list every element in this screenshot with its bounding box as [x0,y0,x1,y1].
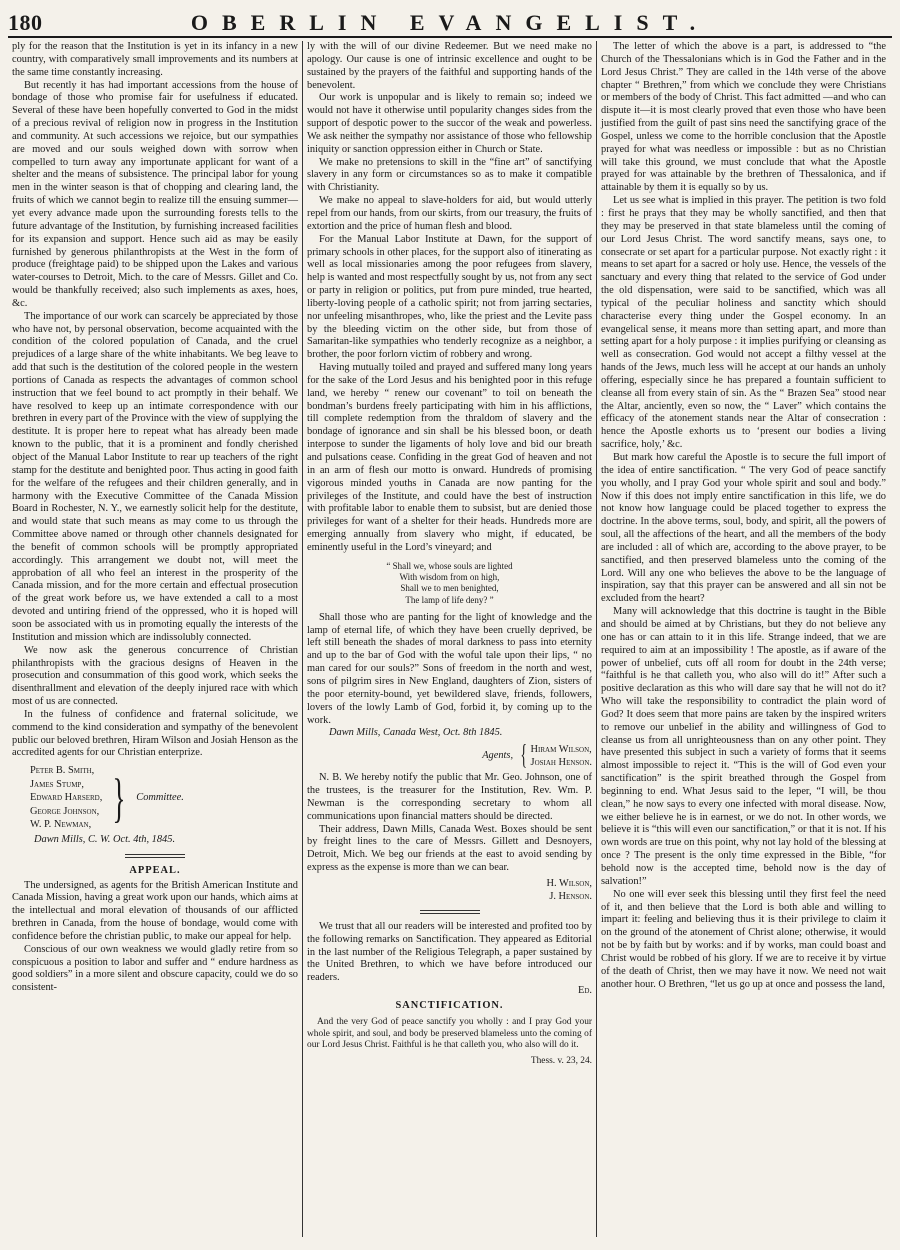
paragraph: We make no pretensions to skill in the “fine art” of sanctifying slavery in any form or circumstances so as to make it compatible with Christianity. [307,156,592,194]
poem-line: The lamp of life deny? ” [405,594,494,605]
paragraph: We trust that all our readers will be interested and profited too by the following remarks on Sanctification. They appeared as Editorial in the last number of the Religious Telegraph, a paper sustained by the United Brethren, to which we have before introduced our readers. [307,920,592,984]
paragraph: We now ask the generous concurrence of Christian philanthropists with the gracious designs of Heaven in the prosecution and consummation of this good work, which seeks the disenthrallment and elevation of the deeply injured race with which most of us are connected. [12,644,298,708]
committee-label: Committee. [136,791,184,803]
paragraph: No one will ever seek this blessing until they first feel the need of it, and then believe that the Lord is both able and willing to impart it: feeling and believing thus it is their privilege to claim it on the ground of the atonement of Christ alone; otherwise, it would not be by faith but by works: and if by works, man could boast and Christ would be robbed of his glory. If we are to receive it by virtue of the death of Christ, then we may have it now. We need not wait another hour. O Brethren, “let us go up at once and possess the land, [601,888,886,990]
column-1 [8,41,302,1237]
section-heading-sanctification: SANCTIFICATION. [395,1000,504,1011]
section-heading-appeal: APPEAL. [129,864,181,876]
running-title: OBERLIN EVANGELIST. [190,10,710,35]
committee-signatures [30,764,298,832]
scripture-epigraph: And the very God of peace sanctify you wholly : and I pray God your whole spirit, and soul, and body be preserved blameless unto the coming of our Lord Jesus Christ. Faithful is he that calleth you, who also will do it. [307,1016,592,1051]
section-divider [125,854,185,858]
section-divider [420,910,480,914]
paragraph: N. B. We hereby notify the public that Mr. Geo. Johnson, one of the trustees, is the treasurer for the Institution, Rev. Wm. P. Newman is the corresponding secretary to whom all communications upon financial matters should be directed. [307,772,592,822]
paragraph: The letter of which the above is a part, is addressed to “the Church of the Thessalonians which is in God the Father and in the Lord Jesus Christ.” They are called in the 14th verse of the above chapter “ Brethren,” from which we conclude they were Christians or members of the body of Christ. This fact admitted —and who can dispute it—it is most clearly proved that even those who have been justified from the guilt of past sins need the sanctifying grace of the Gospel, unless we come to the horrible conclusion that the Apostle prayed for what was needless or impossible : but as no Christian will take this ground, we must conclude that what the Apostle prayed for was attainable by the brethren of Thessalonica, and if attainable by them it is equally so by us. [601,41,886,194]
paragraph: Our work is unpopular and is likely to remain so; indeed we would not have it otherwise until popularity changes sides from the support of despotic power to the succor of the weak and powerless. We ask neither the sympathy nor assistance of those who fellowship iniquity or sanction oppression either in Church or State. [307,92,592,155]
paragraph: But recently it has had important accessions from the house of bondage of those who promise fair for usefulness if educated. Several of these have been hopefully converted to God in the midst of a precious revival of religion now in progress in the Institution and community. At such accessions we rejoice, but our sympathies are moved and our souls weighed down with sorrow when compelled to turn away any importunate applicant for want of a shelter and the means of subsistence. The principal labor for young men in the winter season is that of chopping and clearing land, the fruits of which we cannot begin to realize till the ensuing summer—yet every advance made upon the surrounding forests tells to the future advantage of the Institution, by furnishing increased facilities for its expansion and support. Hence such aid as may be easily furnished by generous philanthropists at the West in the form of produce (freightage paid) to be shipped upon the Lakes and various water-courses to Detroit, Mich. to the care of Messrs. Gillet and Co. would be thankfully received; also such implements as axes, hoes, &c. [12,79,298,309]
scripture-reference: Thess. v. 23, 24. [530,1056,592,1067]
committee-member: Edward Harserd, [30,792,103,804]
paragraph: Let us see what is implied in this prayer. The petition is two fold : first he prays that they may be wholly sanctified, and then that they may be preserved in that state blameless until the coming of our Lord Jesus Christ. The word sanctify means, says one, to consecrate or set apart for a particular purpose. Not exactly right : it means to set apart for a sacred or holy use. Hence, the vessels of the sanctuary and every thing that related to the service of God under the old dispensation, were said to be sanctified, which was all typical of the peculiar holiness and sanctity which should characterise every thing under the Gospel economy. In an evangelical sense, it means more than setting apart, and more than setting apart for a holy purpose : it implies purifying or cleansing as well as consecration. God would not accept a filthy vessel at the hands of the Jews, much less will he accept at our hands an unholy offering, especially since he has prepared a fountain sufficient to cleanse all from every stain of sin. As the “ Brazen Sea” stood near the Altar, anciently, even so now, the “ Laver” which contains the efficacy of the atonement stands near the Altar of consecration : hence the Apostle exhorts us to ‘present our bodies a living sacrifice, holy,’ &c. [601,195,886,451]
article-columns [8,41,892,1237]
column-2 [302,41,596,1237]
paragraph: In the fulness of confidence and fraternal solicitude, we commend to the kind consideration and sympathy of the benevolent public our beloved brethren, Hiram Wilson and Josiah Henson as the accredited agents for our Christian enterprize. [12,708,298,759]
committee-member: W. P. Newman, [30,819,92,831]
paragraph: Many will acknowledge that this doctrine is taught in the Bible and should be aimed at by Christians, but they do not believe any one has or can attain to it in this life. Strange indeed, that we are required to aim at an impossibility ! The apostle, as if aware of the power of unbelief, cuts off all room for doubt in the 24th verse; “faithful is he that calleth you, who also will do it!” After such a positive declaration as this who will dare say that he will not do it? Who will take the responsibility to contradict the plain word of God? It does seem that more pains are taken by the inspired writers to remove our unbelief in the ability and willingness of God to cleanse us from all unrighteousness than on any other point. They have presented this subject in such a variety of forms that it seems almost impossible to reject it. “This is the will of God even your sanctification” is the spirit breathed through the Gospel from beginning to end. What Jesus said to the leper, “I will, be thou clean,” he now says to every one infected with moral disease. Now, we either believe he is in earnest, or we do not. In other words, we believe it is “this will even our sanctification,” or that it is not. If his own words are true on this point, why not lay hold of the blessing at once ? The present is the only time expressed in the Bible, “for behold now is the accepted time, behold now is the day of salvation!” [601,606,886,887]
paragraph: ly with the will of our divine Redeemer. But we need make no apology. Our cause is one of intrinsic excellence and ought to be sustained by the prayers of the faithful and supporting hands of the benevolent. [307,41,592,91]
paragraph: Having mutually toiled and prayed and suffered many long years for the sake of the Lord Jesus and his benighted poor in this refuge land, we hereby “ renew our covenant” to toil on beneath the bondman’s burdens freely participating with him in his afflictions, till complete redemption from the thraldom of slavery and the bondage of ignorance and sin shall be his blessed boon, or death interpose to sunder the ligaments of holy love and bid our breath and pulsations cease. Confiding in the great God of heaven and not in an arm of flesh our motto is onward. Hundreds of promising vigorous minded youths in Canada are now panting for the privileges of the Institute, and could have the best of instruction with profitable labor to enable them to subsist, but are denied those privileges for want of a shelter for their heads. Hundreds more are emerging annually from slavery who might, if educated, be eminently useful in the Lord’s vineyard; and [307,362,592,553]
paragraph: Conscious of our own weakness we would gladly retire from so conspicuous a position to labor and suffer and “ endure hardness as good soldiers” in a more silent and obscure capacity, could we do so consistent- [12,943,298,994]
committee-names [30,764,102,832]
column-3 [596,41,890,1237]
paragraph: Their address, Dawn Mills, Canada West. Boxes should be sent by freight lines to the care of Messrs. Gillett and Desnoyers, Detroit, Mich. We beg our friends at the east to avoid sending by express as the expense is more than we can bear. [307,823,592,874]
poem-line: “ Shall we, whose souls are lighted [386,560,513,571]
committee-member: Peter B. Smith, [30,765,95,777]
signature [307,877,592,903]
paragraph: But mark how careful the Apostle is to secure the full import of the idea of entire sanctification. “ The very God of peace sanctify you wholly, and I pray God your whole spirit and soul and body.” Now if this does not imply entire sanctification in this life, we do not know how language could be placed together to express the doctrine. In the above terms, soul, body, and spirit, all the powers of soul, all the affections of the heart, and all the members of the body are included : all of which are, according to the above prayer, to be sanctified, and then preserved blameless unto the coming of the Lord. Will any one who believes the above to be the language of inspiration, say that this prayer can be answered and all sin not be excluded from the heart? [601,452,886,605]
poem-quote [307,561,592,606]
page-number: 180 [8,10,43,35]
editor-sign: Ed. [578,985,592,997]
paragraph: The importance of our work can scarcely be appreciated by those who have not, by personal observation, become acquainted with the condition of the colored population of Canada, and the cruel prejudices of a large share of the white inhabitants. We beg leave to add that such is the destitution of the colored people in the western portions of Canada as respects the advantages of common school instruction that we feel bound to act promptly in their behalf. We have resolved to keep up an intimate correspondence with our brethren in every part of the Province with the view of supplying the destitute. It is proper here to repeat what has already been made known to the public, that it is a prominent and fondly cherished object of the Manual Labor Institute to rear up teachers of the right stamp for the destitute and benighted poor. Thus acting in good faith for the welfare of the refugees and their children generally, and in harmony with the Executive Committee of the Canada Mission Board in Rochester, N. Y., we earnestly solicit help for the destitute, and would state that such means as may come to us through the Committee above named or through other channels designated for the benefit of common schools will be promptly appropriated accordingly. This arrangement we doubt not, will meet the approbation of all who feel an interest in the prosperity of the Canada mission, and for the more certain and effectual prosecution of the great work before us, we have extended a call to a most devoted and untiring friend of the oppressed, who it is hoped will soon be associated with us in promoting equally the interests of the Institution and mission which are indissolubly connected. [12,310,298,643]
signature-name: J. Henson. [549,890,592,902]
agents-signature [307,742,592,770]
poem-line: Shall we to men benighted, [400,583,499,594]
agents-label: Agents, [482,749,514,761]
signature-name: H. Wilson, [546,877,592,889]
dateline: Dawn Mills, C. W. Oct. 4th, 1845. [34,833,176,845]
committee-member: James Stump, [30,778,84,790]
dateline: Dawn Mills, Canada West, Oct. 8th 1845. [329,727,503,739]
poem-line: With wisdom from on high, [399,572,500,582]
brace-glyph: } [112,768,126,829]
paragraph: The undersigned, as agents for the British American Institute and Canada Mission, having a great work upon our hands, which aims at the intellectual and moral elevation of thousands of our afflicted brethren in Canada, from the house of bondage, would come with confidence before the christian public, to make our appeal for help. [12,879,298,942]
paragraph: ply for the reason that the Institution is yet in its infancy in a new country, with comparatively small improvements and its numbers at the same time constantly increasing. [12,41,298,78]
agents-names [531,743,592,769]
brace-glyph: { [520,740,528,772]
paragraph: For the Manual Labor Institute at Dawn, for the support of primary schools in other places, for the support also of itinerating as well as local missionaries among the poor refugees from slavery, help is wanted and most respectfully sought by us, not from any sect or party in religion or politics, put from pure minded, true hearted, liberty-loving people of a catholic spirit; not from jarring sectaries, nor unfeeling misanthropes, who, like the priest and the Levite pass by the bleeding victim on the other side, but from those of Samaritan-like sympathies who tenderly recognize as a neighbor, a brother, the poor forlorn victim of robbery and wrong. [307,233,592,361]
agent-name: Josiah Henson. [530,757,592,769]
paragraph: Shall those who are panting for the light of knowledge and the lamp of eternal life, of which they have been cruelly deprived, be left still beneath the shades of moral darkness to pass into eternity and up to the bar of God with the woful tale upon their lips, “ no man cared for our souls?” Sons of freedom in the north and west, sons of pilgrim sires in New England, daughters of Zion, sisters of the poor eternity-bound, yet bewildered slave, friends, followers, lovers of the lowly Lamb of God, forbid it, by coming up to the work. [307,611,592,726]
masthead [8,6,892,38]
agent-name: Hiram Wilson, [530,744,592,756]
paragraph: We make no appeal to slave-holders for aid, but would utterly repel from our hands, from our skirts, from our treasury, the fruits of extortion and the price of human flesh and blood. [307,195,592,232]
committee-member: George Johnson, [30,805,100,817]
